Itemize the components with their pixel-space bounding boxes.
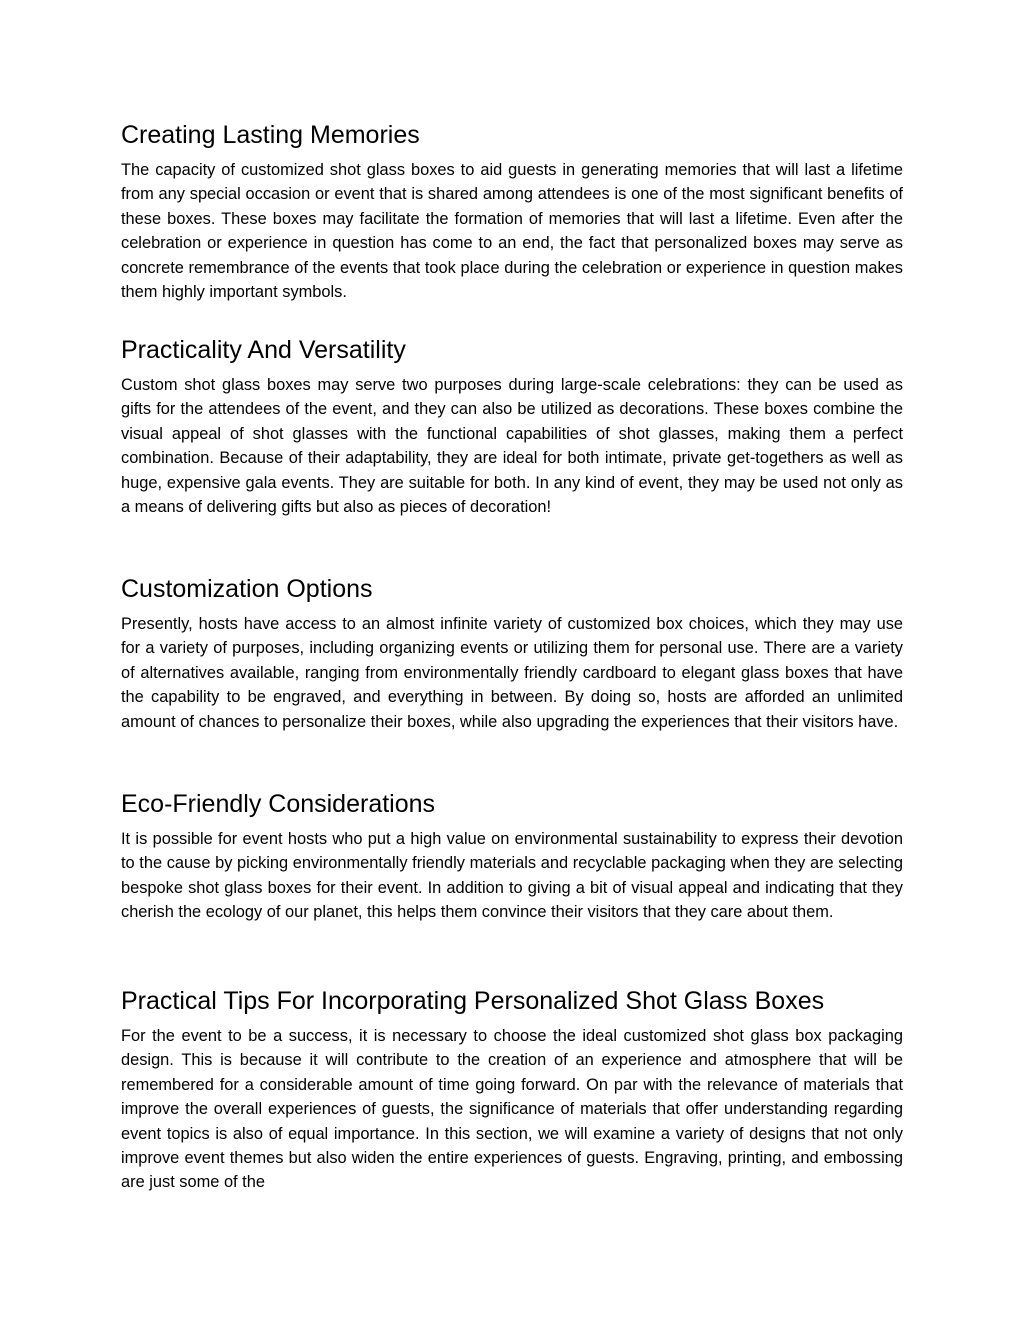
section-practical-tips [121,986,903,1195]
section-paragraph: The capacity of customized shot glass boxes to aid guests in generating memories that will last a lifetime from any special occasion or event that is shared among attendees is one of the most significant benefits of these boxes. These boxes may facilitate the formation of memories that will last a lifetime. Even after the celebration or experience in question has come to an end, the fact that personalized boxes may serve as concrete remembrance of the events that took place during the celebration or experience in question makes them highly important symbols. [121,161,903,302]
section-practicality-and-versatility [121,335,903,519]
section-heading: Creating Lasting Memories [121,121,420,149]
section-heading: Customization Options [121,575,373,603]
section-heading: Practicality And Versatility [121,336,406,364]
section-creating-lasting-memories [121,120,903,304]
section-eco-friendly-considerations [121,789,903,925]
section-heading: Practical Tips For Incorporating Personalized Shot Glass Boxes [121,987,825,1015]
section-customization-options [121,574,903,734]
section-paragraph: Custom shot glass boxes may serve two purposes during large-scale celebrations: they can be used as gifts for the attendees of the event, and they can also be utilized as decorations. These boxes combine the visual appeal of shot glasses with the functional capabilities of shot glasses, making them a perfect combination. Because of their adaptability, they are ideal for both intimate, private get-togethers as well as huge, expensive gala events. They are suitable for both. In any kind of event, they may be used not only as a means of delivering gifts but also as pieces of decoration! [121,376,903,517]
section-heading: Eco-Friendly Considerations [121,790,436,818]
section-paragraph: Presently, hosts have access to an almost infinite variety of customized box choices, which they may use for a variety of purposes, including organizing events or utilizing them for personal use. There are a variety of alternatives available, ranging from environmentally friendly cardboard to elegant glass boxes that have the capability to be engraved, and everything in between. By doing so, hosts are afforded an unlimited amount of chances to personalize their boxes, while also upgrading the experiences that their visitors have. [121,615,903,731]
section-paragraph: It is possible for event hosts who put a high value on environmental sustainability to express their devotion to the cause by picking environmentally friendly materials and recyclable packaging when they are selecting bespoke shot glass boxes for their event. In addition to giving a bit of visual appeal and indicating that they cherish the ecology of our planet, this helps them convince their visitors that they care about them. [121,830,903,922]
section-paragraph: For the event to be a success, it is necessary to choose the ideal customized shot glass box packaging design. This is because it will contribute to the creation of an experience and atmosphere that will be remembered for a considerable amount of time going forward. On par with the relevance of materials that improve the overall experiences of guests, the significance of materials that offer understanding regarding event topics is also of equal importance. In this section, we will examine a variety of designs that not only improve event themes but also widen the entire experiences of guests. Engraving, printing, and embossing are just some of the [121,1027,903,1192]
